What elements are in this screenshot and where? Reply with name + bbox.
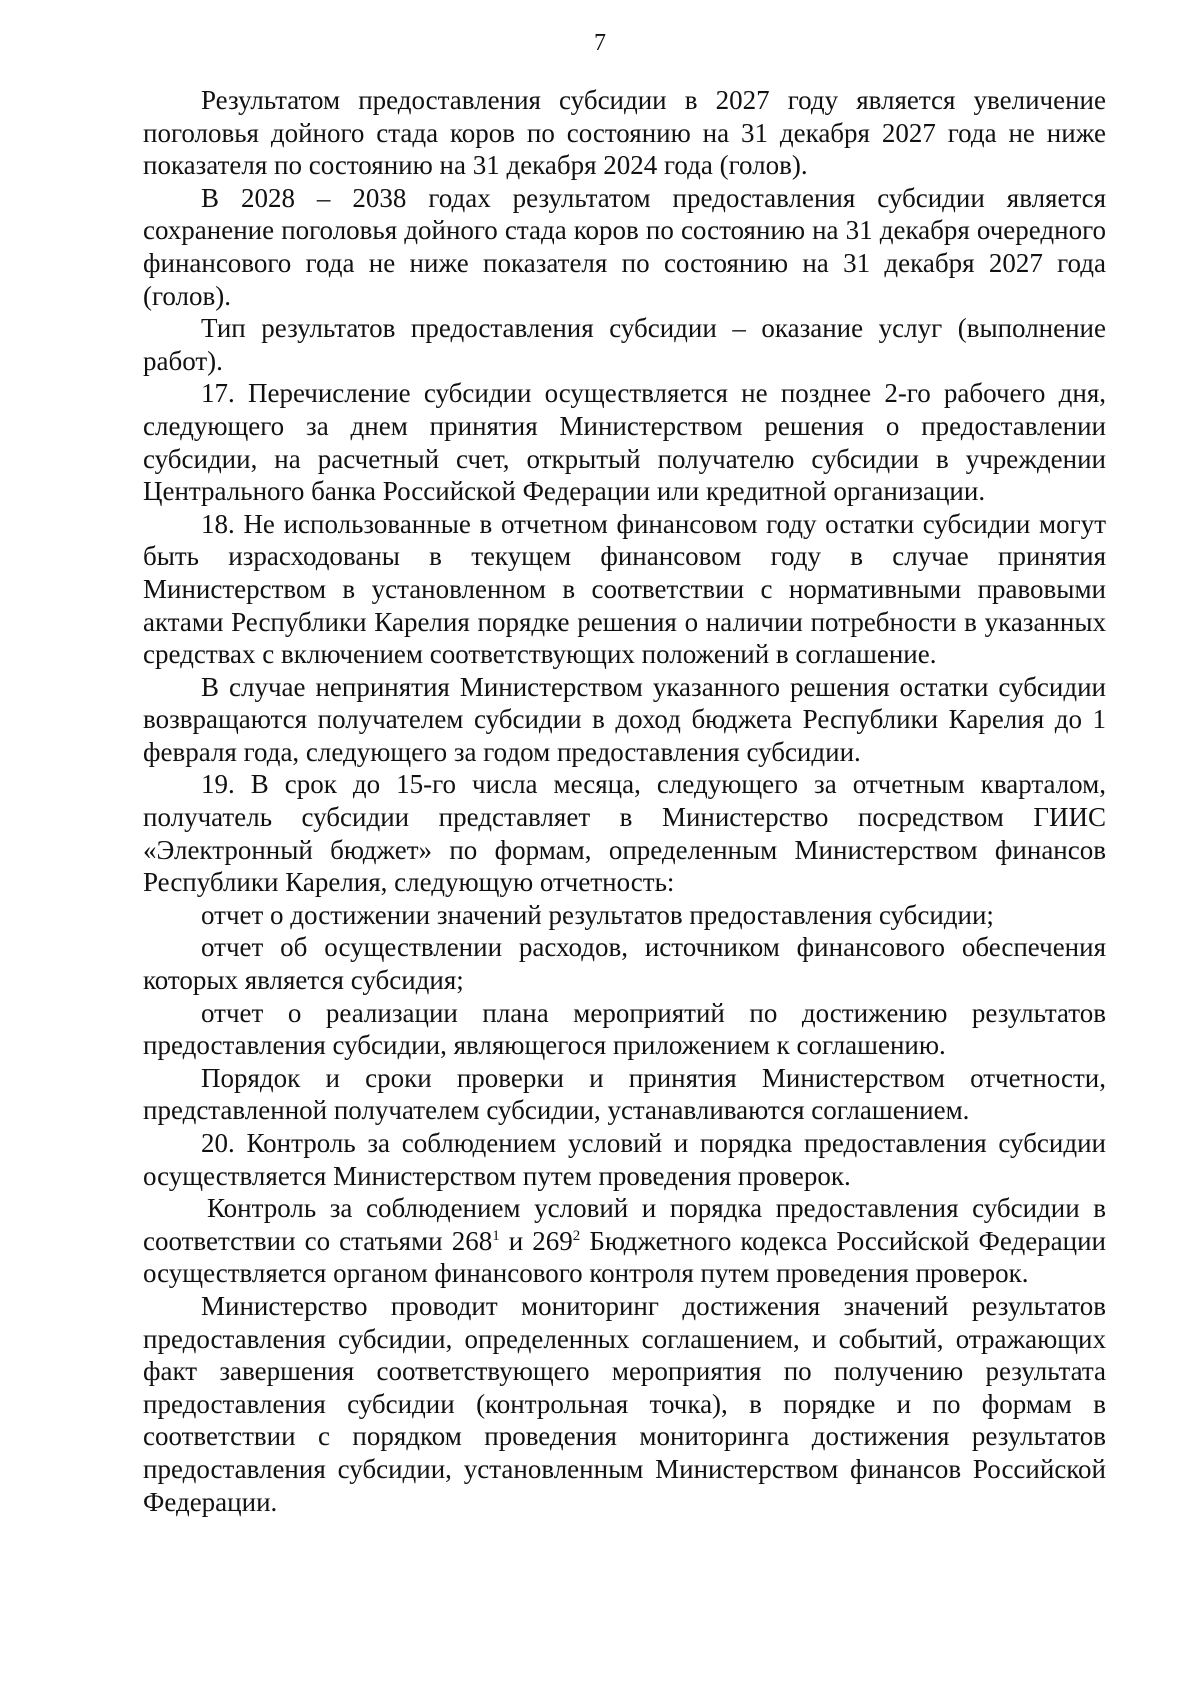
page-number: 7 — [594, 30, 606, 56]
paragraph-monitoring: Министерство проводит мониторинг достижения значений результатов предоставления субсидии, определенных соглашением, и событий, отражающих факт завершения соответствующего мероприятия по получению результата предоставления субсидии (контрольная точка), в порядке и по формам в соответствии с порядком проведения мониторинга достижения результатов предоставления субсидии, установленным Министерством финансов Российской Федерации. — [143, 1290, 1106, 1517]
financial-control-text-1: Контроль за соблюдением условий и порядка предоставления субсидии в соответствии со статьями 268 — [143, 1193, 1106, 1256]
list-item-report-plan: отчет о реализации плана мероприятий по достижению результатов предоставления субсидии, являющегося приложением к соглашению. — [143, 997, 1106, 1061]
paragraph-result-2027: Результатом предоставления субсидии в 2027 году является увеличение поголовья дойного стада коров по состоянию на 31 декабря 2027 года не ниже показателя по состоянию на 31 декабря 2024 года (голов). — [143, 85, 1106, 181]
document-body — [143, 84, 1106, 1518]
financial-control-text-2: и 269 — [499, 1225, 573, 1256]
article-269-superscript: 2 — [572, 1227, 581, 1244]
paragraph-clause-19: 19. В срок до 15-го числа месяца, следующего за отчетным кварталом, получатель субсидии представляет в Министерство посредством ГИИС «Электронный бюджет» по формам, определенным Министерством финансов Республики Карелия, следующую отчетность: — [143, 769, 1106, 898]
paragraph-financial-control — [143, 1192, 1106, 1290]
paragraph-unused-balance-return: В случае непринятия Министерством указанного решения остатки субсидии возвращаются получателем субсидии в доход бюджета Республики Карелия до 1 февраля года, следующего за годом предоставления субсидии. — [143, 671, 1106, 767]
paragraph-result-2028-2038: В 2028 – 2038 годах результатом предоставления субсидии является сохранение поголовья дойного стада коров по состоянию на 31 декабря очередного финансового года не ниже показателя по состоянию на 31 декабря 2027 года (голов). — [143, 182, 1106, 311]
financial-control-text-3: Бюджетного кодекса Российской Федерации осуществляется органом финансового контроля путем проведения проверок. — [143, 1225, 1107, 1289]
paragraph-clause-20: 20. Контроль за соблюдением условий и порядка предоставления субсидии осуществляется Министерством путем проведения проверок. — [143, 1128, 1106, 1191]
paragraph-result-type: Тип результатов предоставления субсидии – оказание услуг (выполнение работ). — [143, 313, 1106, 376]
paragraph-clause-18: 18. Не использованные в отчетном финансовом году остатки субсидии могут быть израсходованы в текущем финансовом году в случае принятия Министерством в установленном в соответствии с нормативными правовыми актами Республики Карелия порядке решения о наличии потребности в указанных средствах с включением соответствующих положений в соглашение. — [143, 508, 1106, 670]
article-268-superscript: 1 — [492, 1227, 500, 1244]
paragraph-clause-17: 17. Перечисление субсидии осуществляется не позднее 2-го рабочего дня, следующего за днем принятия Министерством решения о предоставлении субсидии, на расчетный счет, открытый получателю субсидии в учреждении Центрального банка Российской Федерации или кредитной организации. — [143, 378, 1106, 507]
list-item-report-results: отчет о достижении значений результатов предоставления субсидии; — [201, 899, 994, 930]
list-item-report-expenses: отчет об осуществлении расходов, источником финансового обеспечения которых является субсидия; — [143, 932, 1106, 996]
paragraph-report-review: Порядок и сроки проверки и принятия Министерством отчетности, представленной получателем субсидии, устанавливаются соглашением. — [143, 1062, 1106, 1126]
